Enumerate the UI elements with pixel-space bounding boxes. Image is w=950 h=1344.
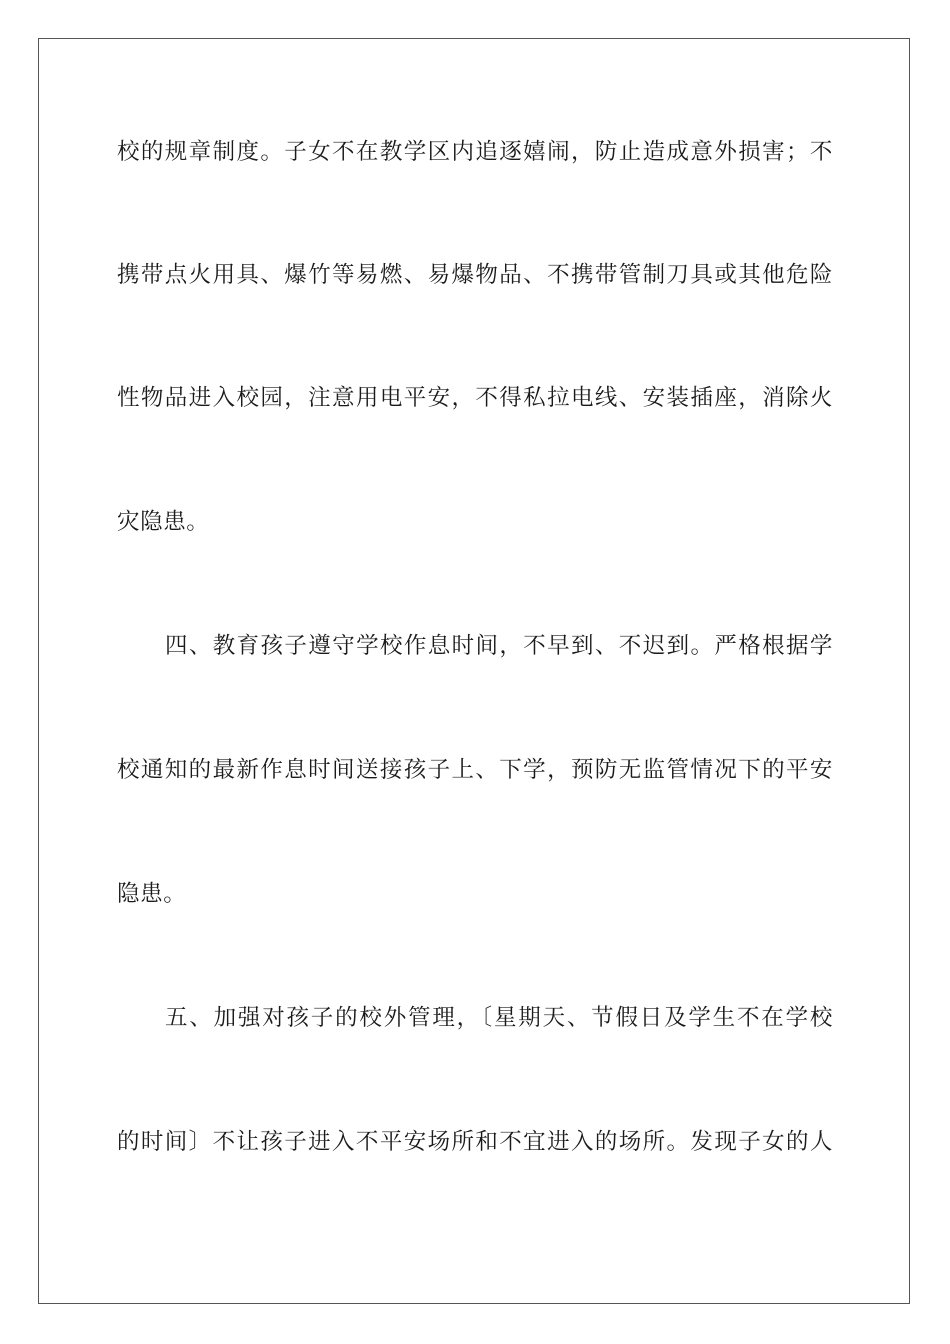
text-line-3: 性物品进入校园，注意用电平安，不得私拉电线、安装插座，消除火 (117, 385, 833, 411)
page-border (38, 38, 910, 1304)
text-line-4: 灾隐患。 (117, 509, 210, 535)
text-line-7: 隐患。 (117, 881, 187, 907)
text-line-2: 携带点火用具、爆竹等易燃、易爆物品、不携带管制刀具或其他危险 (117, 262, 833, 288)
paragraph-five-start: 五、加强对孩子的校外管理，〔星期天、节假日及学生不在学校 (165, 1005, 833, 1031)
text-line-1: 校的规章制度。子女不在教学区内追逐嬉闹，防止造成意外损害；不 (117, 139, 833, 165)
text-line-9: 的时间〕不让孩子进入不平安场所和不宜进入的场所。发现子女的人 (117, 1129, 833, 1155)
text-line-6: 校通知的最新作息时间送接孩子上、下学，预防无监管情况下的平安 (117, 757, 833, 783)
paragraph-four-start: 四、教育孩子遵守学校作息时间，不早到、不迟到。严格根据学 (165, 633, 833, 659)
